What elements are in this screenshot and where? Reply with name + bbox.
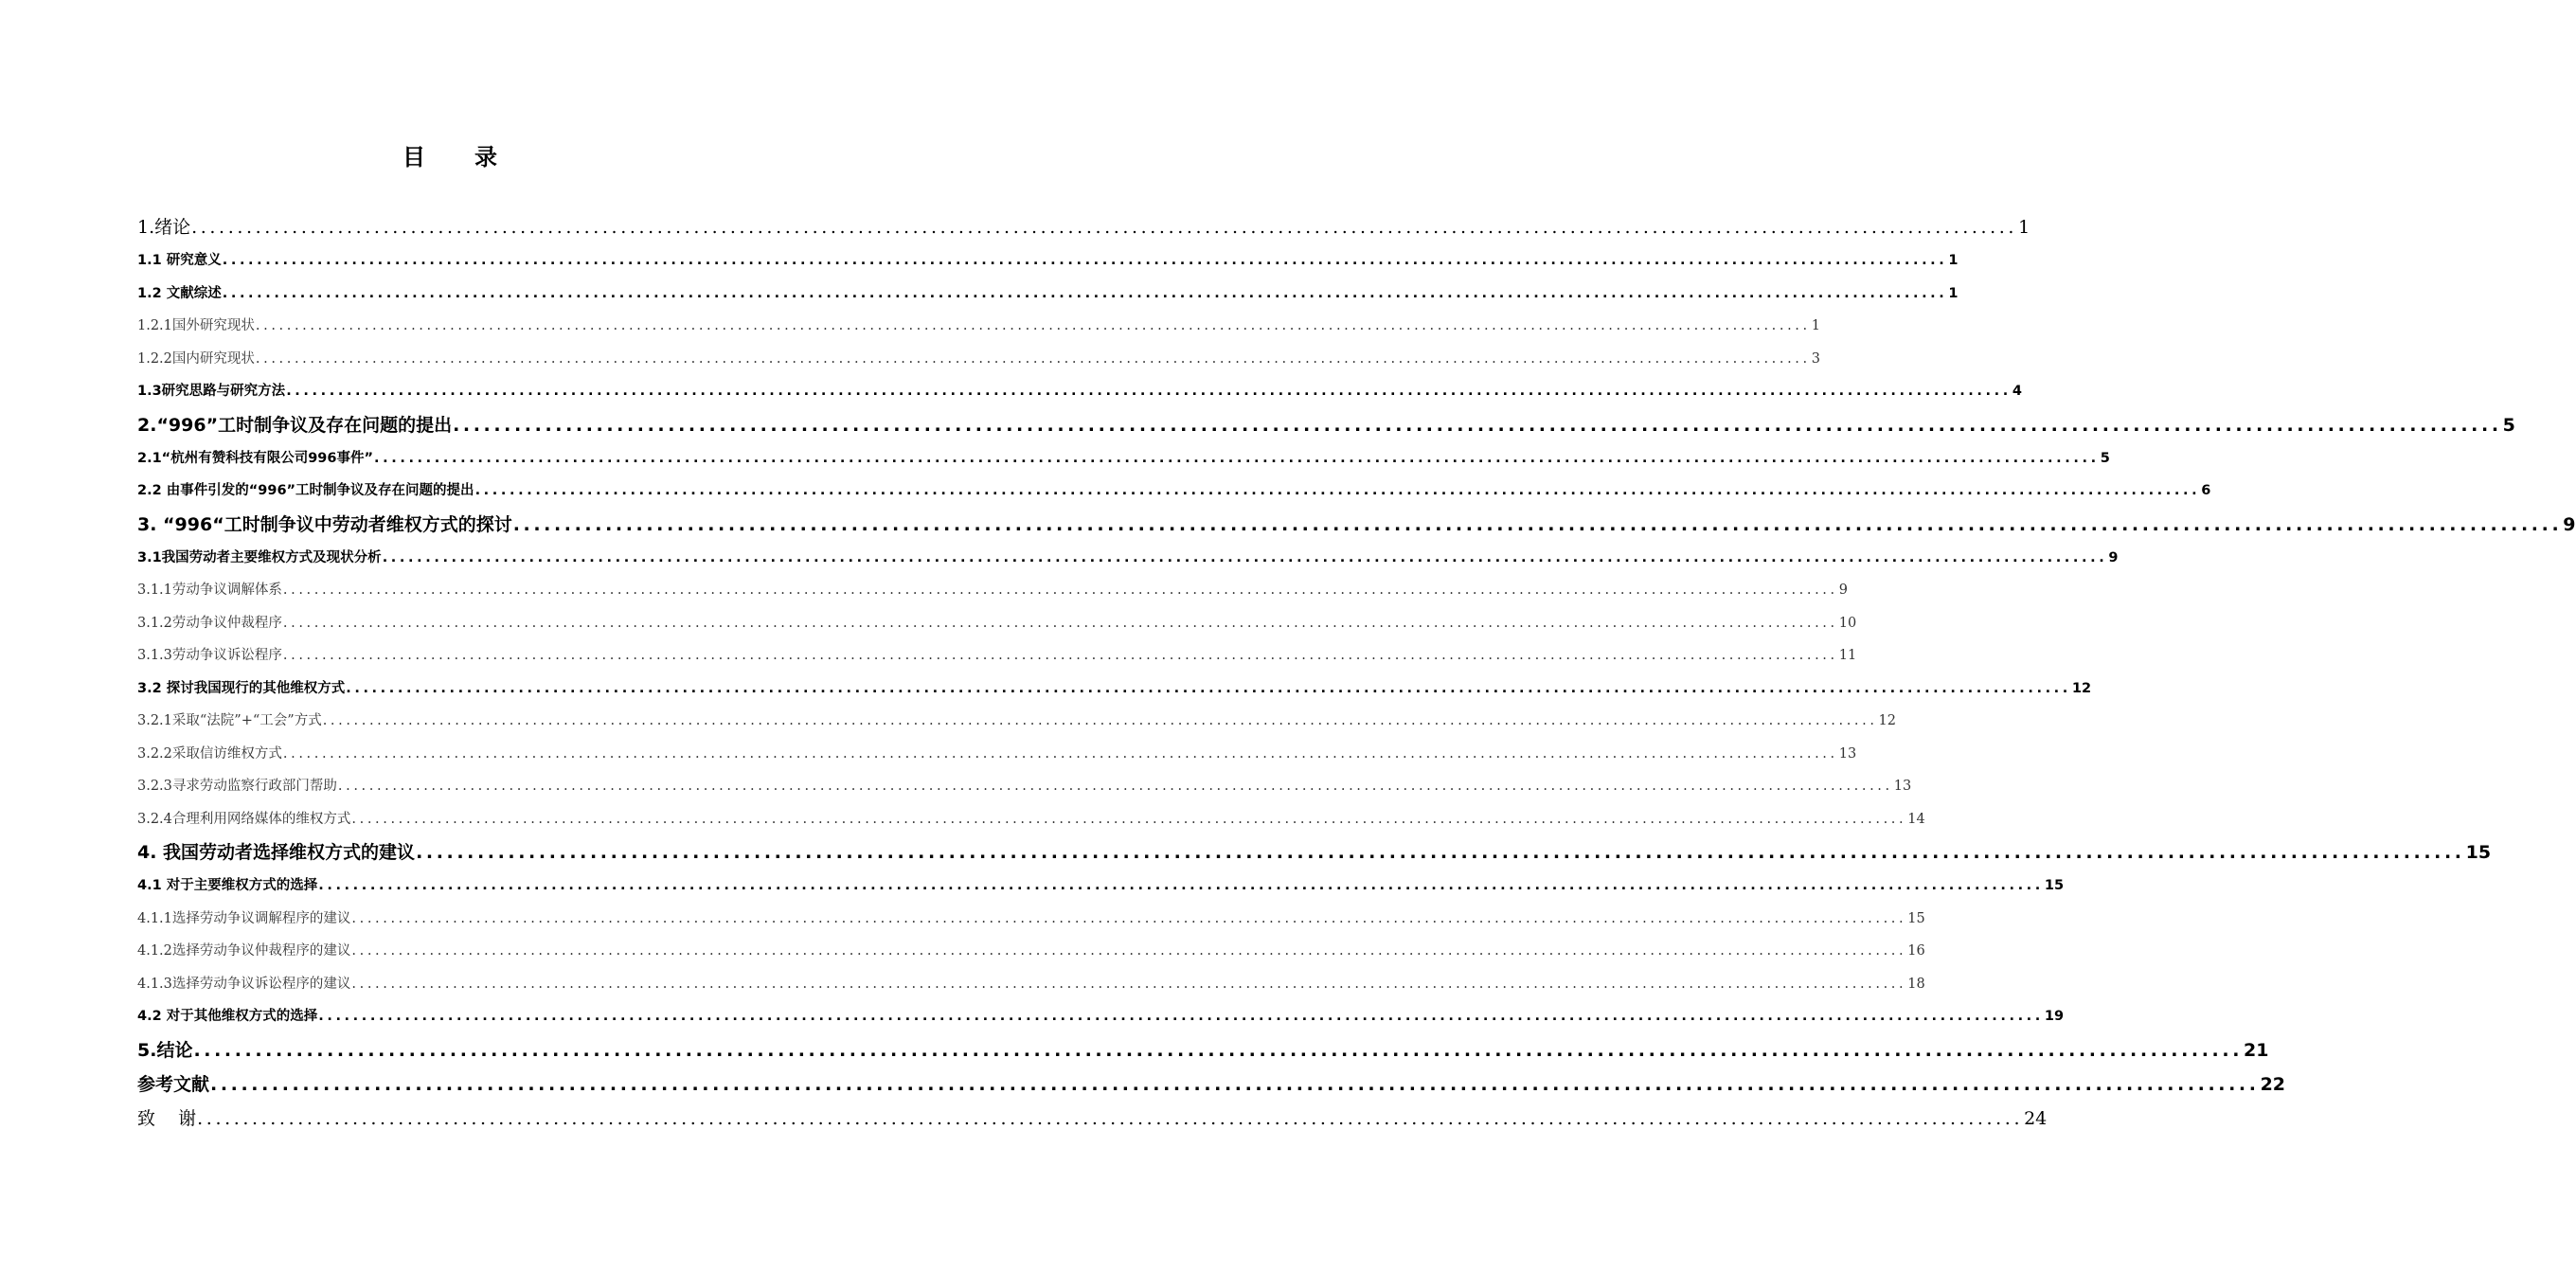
toc-entry-title: 5.结论	[137, 1039, 193, 1061]
toc-entry[interactable]	[137, 1067, 2286, 1102]
toc-entry[interactable]	[137, 408, 2515, 442]
toc-entry[interactable]	[137, 903, 1925, 936]
toc-leader-dots: ........................................................................................................................................................................................................	[197, 1107, 2024, 1129]
toc-entry[interactable]	[137, 607, 1857, 640]
toc-entry-page-number: 18	[1907, 976, 1925, 992]
toc-leader-dots: ........................................................................................................................................................................................................	[282, 583, 1838, 598]
toc-leader-dots: ........................................................................................................................................................................................................	[382, 549, 2108, 565]
toc-entry-page-number: 21	[2244, 1039, 2269, 1061]
toc-entry-title: 1.1 研究意义	[137, 253, 222, 268]
toc-entry-title: 2.2 由事件引发的“996”工时制争议及存在问题的提出	[137, 483, 474, 498]
toc-entry-page-number: 9	[2563, 513, 2576, 535]
toc-leader-dots: ........................................................................................................................................................................................................	[351, 976, 1907, 992]
toc-entry[interactable]	[137, 770, 1912, 803]
toc-entry-title: 2.“996”工时制争议及存在问题的提出	[137, 414, 453, 436]
toc-entry-title: 3.1.3劳动争议诉讼程序	[137, 648, 282, 663]
toc-entry[interactable]	[137, 870, 2065, 903]
toc-entry[interactable]	[137, 475, 2211, 508]
toc-leader-dots: ........................................................................................................................................................................................................	[210, 1073, 2260, 1095]
toc-leader-dots: ........................................................................................................................................................................................................	[222, 285, 1948, 301]
toc-entry[interactable]	[137, 803, 1925, 836]
toc-entry[interactable]	[137, 442, 2110, 475]
toc-entry-page-number: 13	[1838, 745, 1857, 762]
toc-entry-title: 1.2.1国外研究现状	[137, 318, 255, 333]
toc-entry-page-number: 15	[2465, 842, 2492, 863]
toc-entry-page-number: 1	[1948, 253, 1959, 268]
toc-entry-title: 4.2 对于其他维权方式的选择	[137, 1009, 318, 1024]
toc-entry[interactable]	[137, 1033, 2269, 1067]
toc-entry-page-number: 14	[1907, 811, 1925, 827]
toc-entry-title: 3. “996“工时制争议中劳动者维权方式的探讨	[137, 513, 512, 535]
toc-entry-title: 3.1.1劳动争议调解体系	[137, 583, 282, 598]
toc-entry-title: 3.1我国劳动者主要维权方式及现状分析	[137, 549, 382, 565]
toc-entry-page-number: 10	[1838, 615, 1857, 631]
toc-leader-dots: ........................................................................................................................................................................................................	[255, 318, 1811, 333]
toc-leader-dots: ........................................................................................................................................................................................................	[318, 1009, 2044, 1024]
toc-leader-dots: ........................................................................................................................................................................................................	[286, 384, 2012, 399]
toc-entry-page-number: 15	[1907, 910, 1925, 926]
toc-entry-page-number: 12	[1878, 713, 1896, 728]
toc-leader-dots: ........................................................................................................................................................................................................	[416, 842, 2465, 863]
toc-entry[interactable]	[137, 1102, 2048, 1136]
toc-leader-dots: ........................................................................................................................................................................................................	[346, 680, 2071, 696]
toc-entry[interactable]	[137, 672, 2092, 706]
toc-entry-page-number: 1	[1948, 285, 1959, 301]
toc-entry[interactable]	[137, 508, 2576, 542]
toc-title-char-2: 录	[474, 144, 497, 170]
toc-entry-page-number: 9	[1838, 583, 1848, 598]
toc-leader-dots: ........................................................................................................................................................................................................	[512, 513, 2563, 535]
toc-entry[interactable]	[137, 639, 1857, 672]
toc-entry-page-number: 24	[2024, 1107, 2048, 1129]
toc-entry[interactable]	[137, 1000, 2065, 1033]
toc-entry-page-number: 11	[1838, 648, 1857, 663]
toc-entry[interactable]	[137, 935, 1925, 968]
toc-entry-title: 4.1 对于主要维权方式的选择	[137, 878, 318, 893]
toc-leader-dots: ........................................................................................................................................................................................................	[282, 615, 1838, 631]
toc-leader-dots: ........................................................................................................................................................................................................	[374, 450, 2100, 466]
toc-entry-title: 4.1.2选择劳动争议仲裁程序的建议	[137, 943, 351, 959]
toc-entry-title: 3.2 探讨我国现行的其他维权方式	[137, 680, 346, 696]
toc-entry-title: 4.1.3选择劳动争议诉讼程序的建议	[137, 976, 351, 992]
toc-leader-dots: ........................................................................................................................................................................................................	[191, 217, 2018, 238]
toc-entry-page-number: 6	[2201, 483, 2211, 498]
toc-leader-dots: ........................................................................................................................................................................................................	[193, 1039, 2244, 1061]
toc-leader-dots: ........................................................................................................................................................................................................	[322, 713, 1878, 728]
toc-entry[interactable]	[137, 705, 1896, 738]
toc-leader-dots: ........................................................................................................................................................................................................	[282, 648, 1838, 663]
toc-entry-title: 4. 我国劳动者选择维权方式的建议	[137, 842, 416, 863]
toc-entry-title: 3.2.2采取信访维权方式	[137, 745, 282, 762]
toc-entry-page-number: 15	[2044, 878, 2065, 893]
toc-leader-dots: ........................................................................................................................................................................................................	[453, 414, 2502, 436]
toc-entry-page-number: 3	[1811, 350, 1820, 367]
toc-entry[interactable]	[137, 244, 1959, 278]
toc-entry-title: 3.2.4合理利用网络媒体的维权方式	[137, 811, 351, 827]
toc-entry[interactable]	[137, 210, 2030, 244]
toc-entry-page-number: 19	[2044, 1009, 2065, 1024]
toc-leader-dots: ........................................................................................................................................................................................................	[282, 745, 1838, 762]
toc-entry-title: 3.2.3寻求劳动监察行政部门帮助	[137, 779, 337, 794]
toc-entry-page-number: 16	[1907, 943, 1925, 959]
toc-entry-title: 1.绪论	[137, 217, 191, 238]
toc-leader-dots: ........................................................................................................................................................................................................	[351, 943, 1907, 959]
toc-entry[interactable]	[137, 343, 1820, 376]
toc-entry[interactable]	[137, 542, 2119, 575]
toc-entry[interactable]	[137, 835, 2492, 870]
toc-leader-dots: ........................................................................................................................................................................................................	[474, 483, 2201, 498]
toc-leader-dots: ........................................................................................................................................................................................................	[318, 878, 2044, 893]
toc-entry-page-number: 1	[1811, 318, 1820, 333]
toc-leader-dots: ........................................................................................................................................................................................................	[255, 350, 1811, 367]
toc-leader-dots: ........................................................................................................................................................................................................	[351, 811, 1907, 827]
toc-entry-page-number: 5	[2502, 414, 2515, 436]
toc-entry-title: 参考文献	[137, 1073, 210, 1095]
toc-entry-title: 3.1.2劳动争议仲裁程序	[137, 615, 282, 631]
toc-entry-title: 1.2 文献综述	[137, 285, 222, 301]
toc-entry-title: 致 谢	[137, 1107, 197, 1129]
toc-entry[interactable]	[137, 278, 1959, 311]
toc-entry-title: 4.1.1选择劳动争议调解程序的建议	[137, 910, 351, 926]
toc-entry-title: 2.1“杭州有赞科技有限公司996事件”	[137, 450, 374, 466]
toc-title-char-1: 目	[402, 144, 425, 170]
toc-entry[interactable]	[137, 574, 1848, 607]
toc-entry-title: 3.2.1采取“法院”+“工会”方式	[137, 713, 322, 728]
toc-entry-title: 1.2.2国内研究现状	[137, 350, 255, 367]
toc-entry-page-number: 9	[2108, 549, 2119, 565]
toc-entry-page-number: 5	[2100, 450, 2110, 466]
toc-leader-dots: ........................................................................................................................................................................................................	[222, 253, 1948, 268]
toc-entry-title: 1.3研究思路与研究方法	[137, 384, 286, 399]
toc-entry-page-number: 4	[2012, 384, 2022, 399]
toc-entry-page-number: 12	[2071, 680, 2092, 696]
toc-leader-dots: ........................................................................................................................................................................................................	[351, 910, 1907, 926]
toc-entry-page-number: 22	[2260, 1073, 2286, 1095]
toc-entry[interactable]	[137, 968, 1925, 1001]
toc-leader-dots: ........................................................................................................................................................................................................	[337, 779, 1893, 794]
toc-title	[0, 138, 900, 171]
toc-entry[interactable]	[137, 738, 1857, 771]
table-of-contents	[137, 210, 2576, 1136]
toc-entry[interactable]	[137, 310, 1820, 343]
toc-entry-page-number: 13	[1893, 779, 1912, 794]
toc-entry[interactable]	[137, 375, 2022, 408]
toc-entry-page-number: 1	[2018, 217, 2030, 238]
